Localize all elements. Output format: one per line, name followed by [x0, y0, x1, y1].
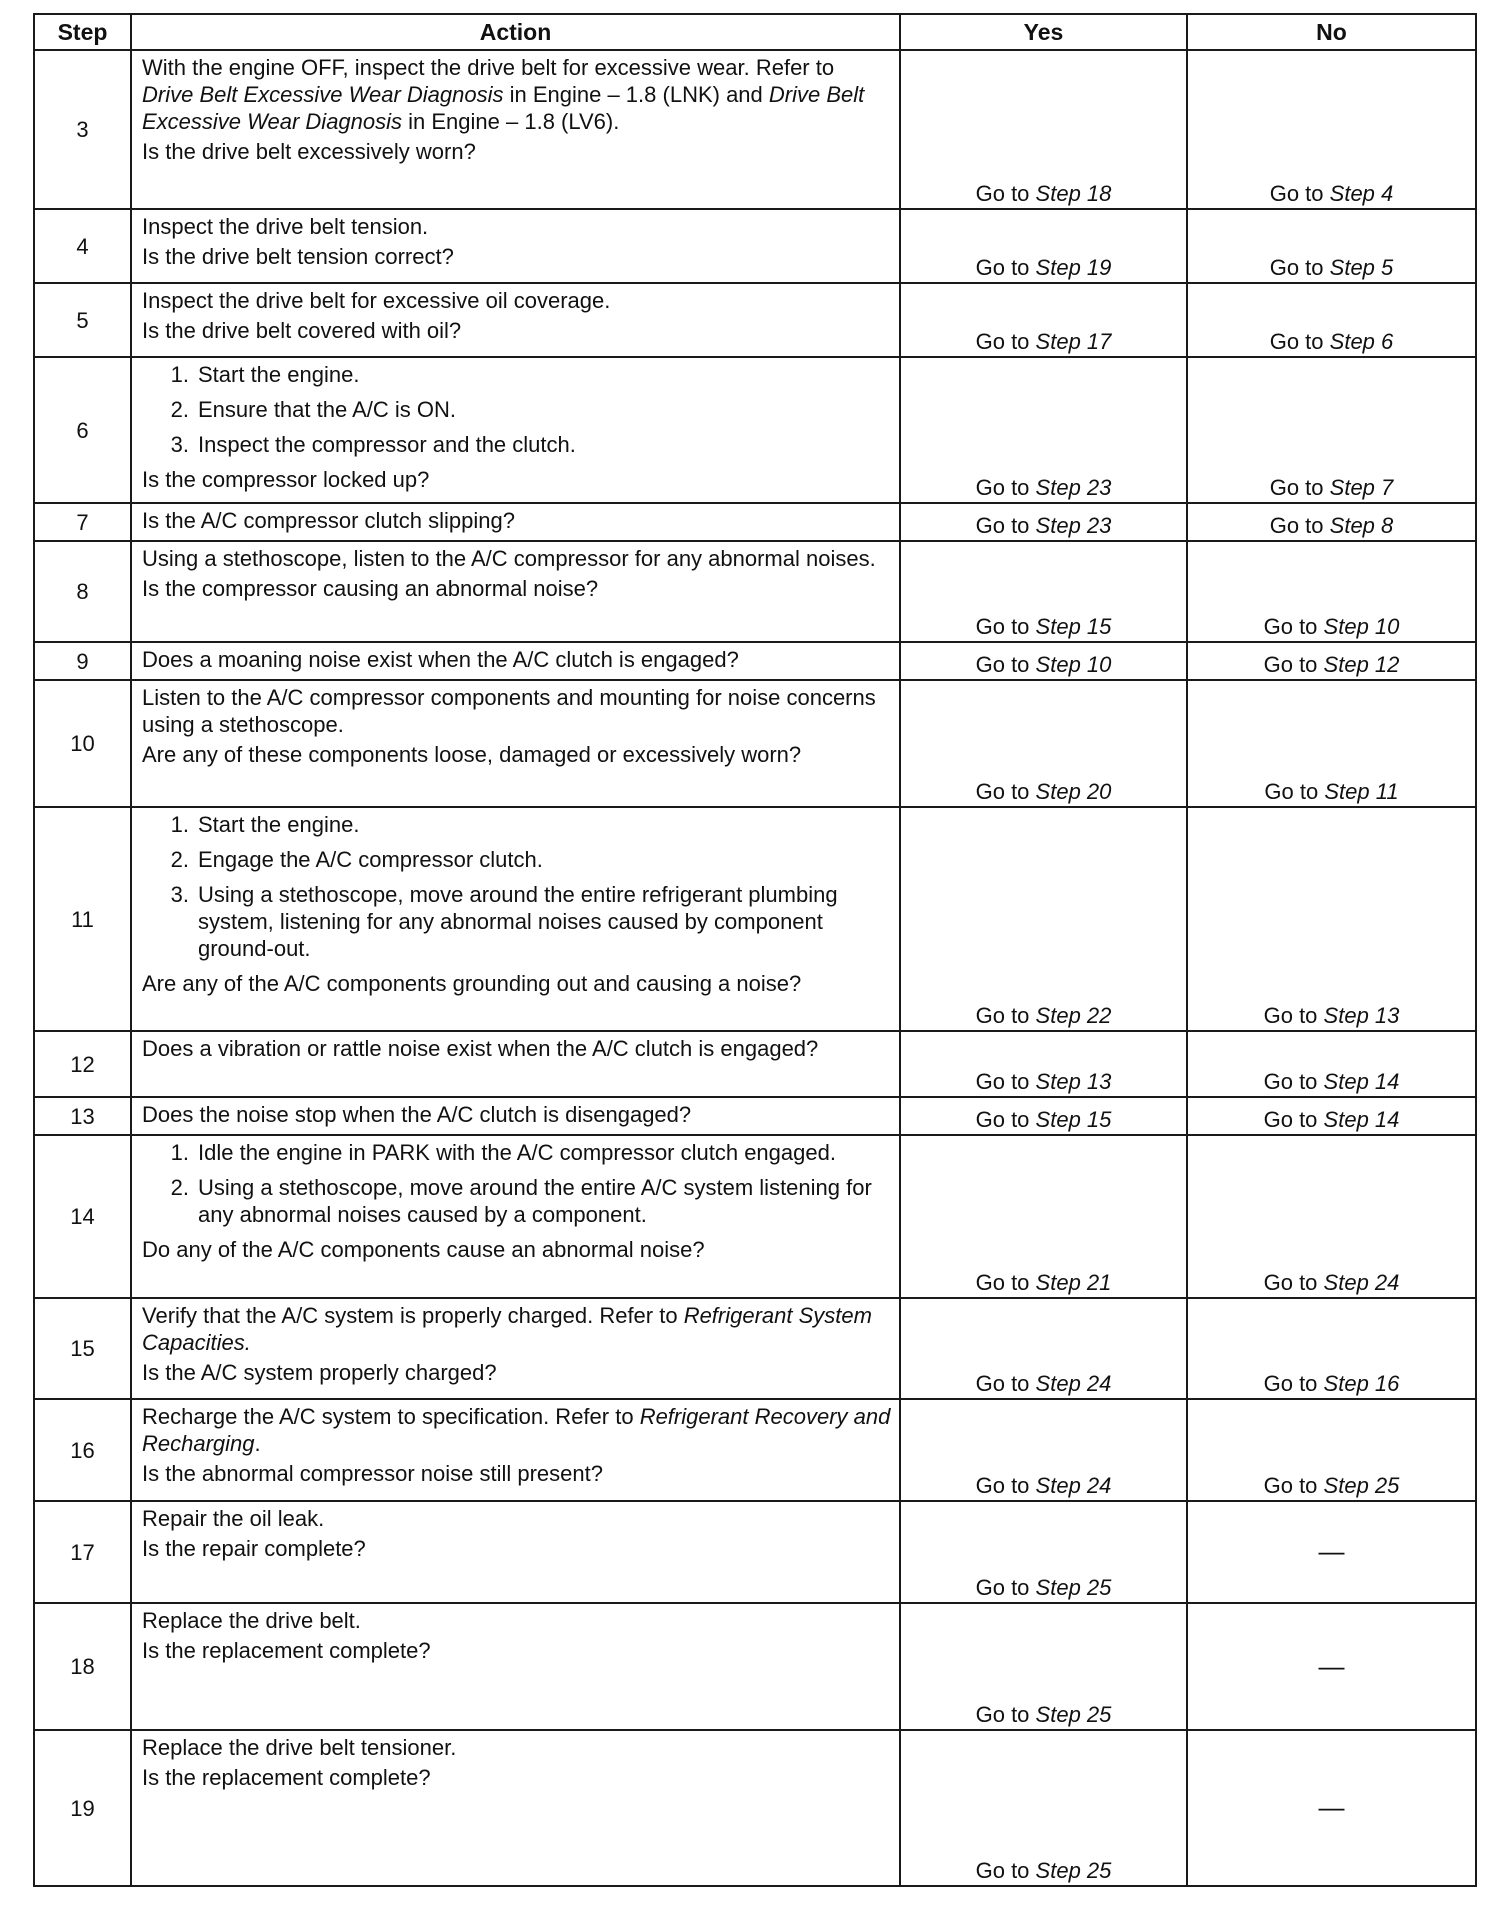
table-row: [34, 541, 1476, 642]
no-cell: Go to Step 10: [1187, 541, 1476, 642]
question-text: Is the A/C compressor clutch slipping?: [142, 508, 515, 533]
yes-cell: Go to Step 22: [900, 807, 1187, 1031]
step-list: [142, 1139, 891, 1236]
action-cell: [131, 541, 900, 642]
yes-cell: Go to Step 25: [900, 1501, 1187, 1603]
action-cell: [131, 1097, 900, 1135]
action-text: Replace the drive belt.: [142, 1608, 361, 1633]
action-cell: [131, 1298, 900, 1399]
question-text: Is the repair complete?: [142, 1536, 366, 1561]
action-cell: [131, 807, 900, 1031]
header-action: Action: [131, 14, 900, 50]
action-cell: [131, 1135, 900, 1298]
step-list: [142, 361, 891, 466]
action-text: Listen to the A/C compressor components and mounting for noise concerns using a stethoscope.: [142, 685, 876, 737]
list-item: 3. Using a stethoscope, move around the entire refrigerant plumbing system, listening for any abnormal noises caused by component ground-out.: [170, 882, 838, 961]
yes-cell: Go to Step 19: [900, 209, 1187, 283]
question-text: Does the noise stop when the A/C clutch is disengaged?: [142, 1102, 692, 1127]
action-text: Inspect the drive belt tension.: [142, 214, 429, 239]
question-text: Is the abnormal compressor noise still present?: [142, 1461, 603, 1486]
diagnostic-table: [33, 13, 1477, 1887]
yes-cell: Go to Step 13: [900, 1031, 1187, 1097]
table-row: [34, 1730, 1476, 1886]
table-row: [34, 642, 1476, 680]
step-number: 16: [34, 1399, 131, 1501]
table-row: [34, 1399, 1476, 1501]
question-text: Are any of the A/C components grounding out and causing a noise?: [142, 971, 802, 996]
action-cell: [131, 680, 900, 807]
no-cell: Go to Step 25: [1187, 1399, 1476, 1501]
step-number: 11: [34, 807, 131, 1031]
table-row: [34, 503, 1476, 541]
no-cell: Go to Step 14: [1187, 1031, 1476, 1097]
question-text: Is the drive belt excessively worn?: [142, 139, 476, 164]
yes-cell: Go to Step 25: [900, 1730, 1187, 1886]
table-row: [34, 1135, 1476, 1298]
action-text: Replace the drive belt tensioner.: [142, 1735, 457, 1760]
step-number: 3: [34, 50, 131, 209]
action-text: Repair the oil leak.: [142, 1506, 325, 1531]
question-text: Does a vibration or rattle noise exist when the A/C clutch is engaged?: [142, 1036, 819, 1061]
yes-cell: Go to Step 15: [900, 541, 1187, 642]
no-cell: Go to Step 12: [1187, 642, 1476, 680]
no-cell: Go to Step 24: [1187, 1135, 1476, 1298]
action-cell: [131, 283, 900, 357]
question-text: Do any of the A/C components cause an abnormal noise?: [142, 1237, 705, 1262]
no-cell: Go to Step 11: [1187, 680, 1476, 807]
no-cell: Go to Step 8: [1187, 503, 1476, 541]
table-row: [34, 1501, 1476, 1603]
table-row: [34, 1298, 1476, 1399]
action-cell: [131, 1730, 900, 1886]
list-item: 2. Engage the A/C compressor clutch.: [170, 847, 543, 872]
no-cell: Go to Step 14: [1187, 1097, 1476, 1135]
action-text: Verify that the A/C system is properly charged. Refer to Refrigerant System Capacities.: [142, 1303, 872, 1355]
table-row: [34, 1097, 1476, 1135]
action-cell: [131, 1603, 900, 1730]
step-number: 15: [34, 1298, 131, 1399]
no-cell: —: [1187, 1603, 1476, 1730]
yes-cell: Go to Step 23: [900, 503, 1187, 541]
question-text: Is the compressor causing an abnormal noise?: [142, 576, 599, 601]
step-number: 13: [34, 1097, 131, 1135]
table-row: [34, 680, 1476, 807]
table-row: [34, 209, 1476, 283]
table-row: [34, 807, 1476, 1031]
yes-cell: Go to Step 18: [900, 50, 1187, 209]
step-list: [142, 811, 891, 970]
list-item: 2. Ensure that the A/C is ON.: [170, 397, 457, 422]
list-item: 2. Using a stethoscope, move around the entire A/C system listening for any abnormal noises caused by a component.: [170, 1175, 872, 1227]
yes-cell: Go to Step 24: [900, 1298, 1187, 1399]
no-cell: Go to Step 5: [1187, 209, 1476, 283]
action-cell: [131, 503, 900, 541]
no-cell: —: [1187, 1501, 1476, 1603]
yes-cell: Go to Step 23: [900, 357, 1187, 503]
question-text: Is the A/C system properly charged?: [142, 1360, 497, 1385]
list-item: 1. Idle the engine in PARK with the A/C compressor clutch engaged.: [170, 1140, 836, 1165]
no-cell: Go to Step 13: [1187, 807, 1476, 1031]
table-row: [34, 1031, 1476, 1097]
question-text: Is the replacement complete?: [142, 1765, 431, 1790]
step-number: 7: [34, 503, 131, 541]
yes-cell: Go to Step 10: [900, 642, 1187, 680]
table-row: [34, 50, 1476, 209]
no-cell: Go to Step 16: [1187, 1298, 1476, 1399]
list-item: 3. Inspect the compressor and the clutch.: [170, 432, 576, 457]
action-text: Using a stethoscope, listen to the A/C compressor for any abnormal noises.: [142, 546, 876, 571]
question-text: Does a moaning noise exist when the A/C clutch is engaged?: [142, 647, 739, 672]
step-number: 4: [34, 209, 131, 283]
action-cell: [131, 1399, 900, 1501]
no-cell: Go to Step 4: [1187, 50, 1476, 209]
list-item: 1. Start the engine.: [170, 812, 360, 837]
step-number: 12: [34, 1031, 131, 1097]
step-number: 5: [34, 283, 131, 357]
no-cell: Go to Step 6: [1187, 283, 1476, 357]
header-step: Step: [34, 14, 131, 50]
table-row: [34, 357, 1476, 503]
question-text: Is the compressor locked up?: [142, 467, 430, 492]
action-cell: [131, 357, 900, 503]
table-row: [34, 1603, 1476, 1730]
question-text: Is the replacement complete?: [142, 1638, 431, 1663]
header-yes: Yes: [900, 14, 1187, 50]
no-cell: Go to Step 7: [1187, 357, 1476, 503]
step-number: 8: [34, 541, 131, 642]
no-cell: —: [1187, 1730, 1476, 1886]
yes-cell: Go to Step 24: [900, 1399, 1187, 1501]
question-text: Is the drive belt covered with oil?: [142, 318, 462, 343]
step-number: 17: [34, 1501, 131, 1603]
action-text: With the engine OFF, inspect the drive belt for excessive wear. Refer to Drive Belt Excessive Wear Diagnosis in Engine – 1.8 (LNK) and Drive Belt Excessive Wear Diagnosis in Engine – 1.8 (LV6).: [142, 55, 865, 134]
action-cell: [131, 209, 900, 283]
step-number: 9: [34, 642, 131, 680]
table-row: [34, 283, 1476, 357]
action-cell: [131, 642, 900, 680]
header-no: No: [1187, 14, 1476, 50]
action-text: Recharge the A/C system to specification. Refer to Refrigerant Recovery and Recharging.: [142, 1404, 891, 1456]
action-cell: [131, 50, 900, 209]
yes-cell: Go to Step 17: [900, 283, 1187, 357]
yes-cell: Go to Step 21: [900, 1135, 1187, 1298]
question-text: Is the drive belt tension correct?: [142, 244, 454, 269]
header-row: [34, 14, 1476, 50]
yes-cell: Go to Step 20: [900, 680, 1187, 807]
step-number: 19: [34, 1730, 131, 1886]
yes-cell: Go to Step 25: [900, 1603, 1187, 1730]
step-number: 14: [34, 1135, 131, 1298]
question-text: Are any of these components loose, damaged or excessively worn?: [142, 742, 802, 767]
action-cell: [131, 1031, 900, 1097]
action-text: Inspect the drive belt for excessive oil coverage.: [142, 288, 611, 313]
step-number: 18: [34, 1603, 131, 1730]
step-number: 6: [34, 357, 131, 503]
step-number: 10: [34, 680, 131, 807]
yes-cell: Go to Step 15: [900, 1097, 1187, 1135]
list-item: 1. Start the engine.: [170, 362, 360, 387]
action-cell: [131, 1501, 900, 1603]
